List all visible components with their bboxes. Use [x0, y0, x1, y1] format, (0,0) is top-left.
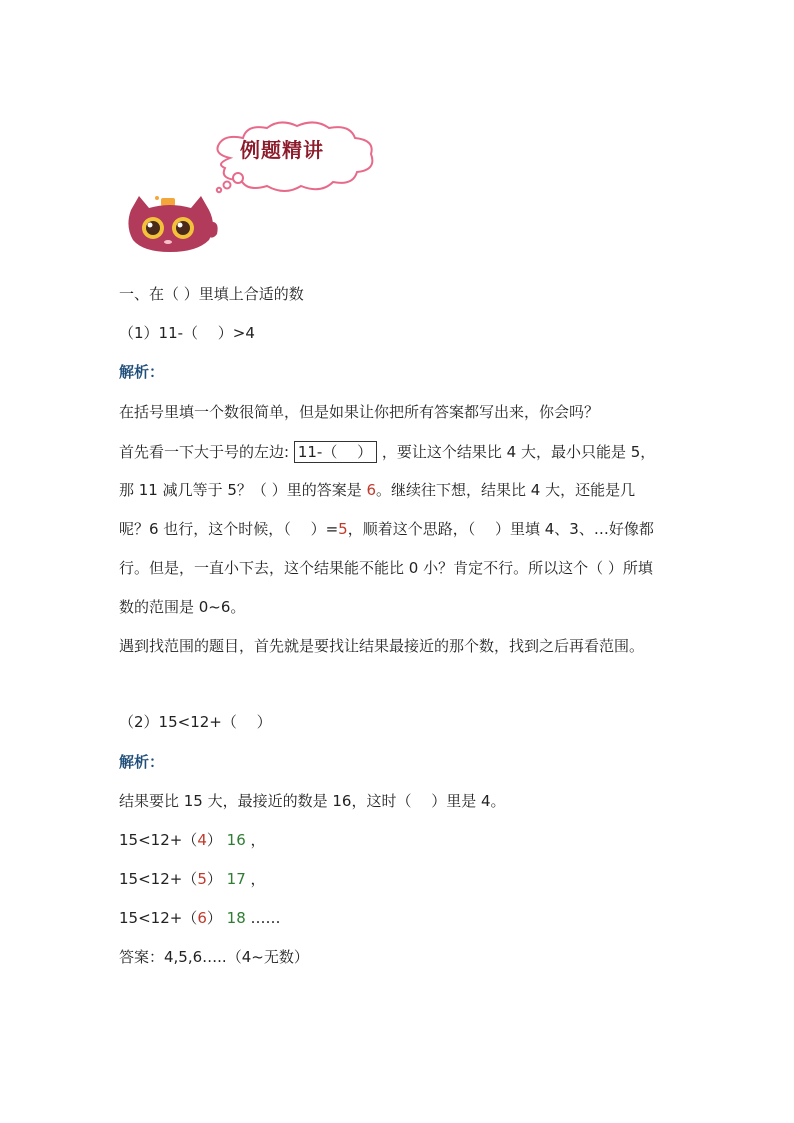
separator: ，: [250, 831, 266, 849]
result-number: 18: [226, 909, 246, 927]
text-segment: ，顺着这个思路，（ ）里填 4、3、…好像都: [347, 520, 654, 538]
bracket: ）: [206, 909, 222, 927]
problem-2: （2）15<12+（ ）: [119, 713, 272, 731]
cat-mascot-icon: [125, 192, 220, 254]
problem-1: （1）11-（ ）>4: [119, 324, 255, 342]
analysis-1-paragraph-2: [119, 441, 655, 463]
analysis-1-paragraph-6: 数的范围是 0~6。: [119, 598, 246, 616]
text-segment: 。继续往下想，结果比 4 大，还能是几: [376, 481, 636, 499]
highlight-answer: 5: [338, 520, 348, 538]
analysis-1-paragraph-3: [119, 480, 635, 500]
example-row: [119, 908, 281, 928]
question-heading: 一、在（ ）里填上合适的数: [119, 285, 304, 303]
separator: ……: [250, 909, 281, 927]
separator: ，: [250, 870, 266, 888]
bracket: ）: [206, 870, 222, 888]
result-number: 17: [226, 870, 246, 888]
analysis-1-paragraph-5: 行。但是，一直小下去，这个结果能不能比 0 小？肯定不行。所以这个（ ）所填: [119, 559, 653, 577]
expression: 15<12+（: [119, 870, 198, 888]
analysis-label-1: 解析：: [119, 363, 165, 381]
answer-line: 答案：4,5,6…..（4~无数）: [119, 948, 309, 966]
expression: 15<12+（: [119, 831, 198, 849]
example-row: [119, 869, 266, 889]
filled-number: 6: [197, 909, 207, 927]
text-segment: 那 11 减几等于 5？（ ）里的答案是: [119, 481, 367, 499]
filled-number: 4: [197, 831, 207, 849]
analysis-2-paragraph-1: 结果要比 15 大，最接近的数是 16，这时（ ）里是 4。: [119, 792, 506, 810]
analysis-1-paragraph-7: 遇到找范围的题目，首先就是要找让结果最接近的那个数，找到之后再看范围。: [119, 637, 645, 655]
analysis-label-2: 解析：: [119, 753, 165, 771]
filled-number: 5: [197, 870, 207, 888]
expression-box: 11-（ ）: [294, 441, 377, 463]
analysis-1-paragraph-4: [119, 519, 654, 539]
text-segment: 呢？6 也行，这个时候，（ ）=: [119, 520, 339, 538]
section-title: 例题精讲: [240, 138, 324, 162]
bracket: ）: [206, 831, 222, 849]
text-segment: 首先看一下大于号的左边:: [119, 443, 290, 461]
expression: 15<12+（: [119, 909, 198, 927]
analysis-1-paragraph-1: 在括号里填一个数很简单，但是如果让你把所有答案都写出来，你会吗？: [119, 403, 600, 421]
result-number: 16: [226, 831, 246, 849]
text-segment: ，要让这个结果比 4 大，最小只能是 5，: [381, 443, 656, 461]
highlight-answer: 6: [366, 481, 377, 499]
example-row: [119, 830, 266, 850]
